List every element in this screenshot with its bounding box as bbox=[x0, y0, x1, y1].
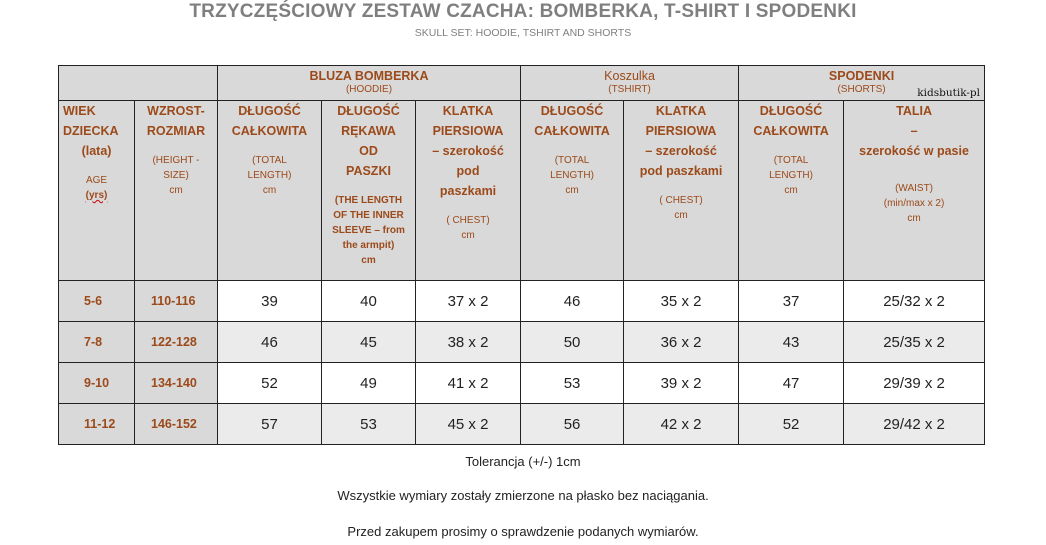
cell-tshirt-length: 50 bbox=[521, 322, 624, 363]
col-hoodie-sleeve-l4: PASZKI bbox=[346, 164, 391, 178]
col-hoodie-length-en2: LENGTH) bbox=[247, 170, 292, 181]
col-hoodie-sleeve-en1: (THE LENGTH bbox=[334, 195, 403, 206]
col-hoodie-chest-l4: pod bbox=[456, 164, 480, 178]
group-header-row bbox=[59, 66, 985, 101]
cell-hoodie-chest: 41 x 2 bbox=[416, 363, 521, 404]
col-hoodie-sleeve-en2: OF THE INNER bbox=[333, 210, 404, 221]
cell-tshirt-length: 53 bbox=[521, 363, 624, 404]
empty-header-cell bbox=[59, 66, 218, 101]
col-tshirt-chest-l4: pod paszkami bbox=[639, 164, 723, 178]
col-shorts-length-en2: LENGTH) bbox=[769, 170, 813, 181]
col-age-header bbox=[59, 101, 135, 281]
col-hoodie-chest-l3: – szerokość bbox=[432, 144, 504, 158]
col-shorts-waist-l2: – bbox=[910, 124, 918, 138]
group-shorts-name: SPODENKI bbox=[828, 69, 895, 83]
cell-height: 110-116 bbox=[135, 281, 218, 322]
cell-shorts-length: 37 bbox=[739, 281, 844, 322]
cell-hoodie-sleeve: 45 bbox=[322, 322, 416, 363]
col-shorts-waist-en1: (WAIST) bbox=[895, 183, 934, 194]
col-hoodie-chest-en1: ( CHEST) bbox=[446, 215, 490, 226]
cell-hoodie-chest: 37 x 2 bbox=[416, 281, 521, 322]
col-hoodie-sleeve-en4: the armpit) bbox=[342, 240, 395, 251]
col-hoodie-chest-header bbox=[416, 101, 521, 281]
col-age-l1: WIEK bbox=[63, 104, 96, 118]
col-tshirt-chest-header bbox=[624, 101, 739, 281]
col-tshirt-length-unit: cm bbox=[565, 185, 579, 196]
cell-hoodie-length: 46 bbox=[218, 322, 322, 363]
cell-shorts-length: 47 bbox=[739, 363, 844, 404]
col-shorts-length-header bbox=[739, 101, 844, 281]
tolerance-note: Tolerancja (+/-) 1cm bbox=[465, 454, 581, 469]
col-height-en2: SIZE) bbox=[163, 170, 189, 181]
cell-height: 146-152 bbox=[135, 404, 218, 445]
cell-height: 122-128 bbox=[135, 322, 218, 363]
cell-height: 134-140 bbox=[135, 363, 218, 404]
col-tshirt-chest-en1: ( CHEST) bbox=[659, 195, 703, 206]
col-hoodie-sleeve-header bbox=[322, 101, 416, 281]
col-height-l1: WZROST- bbox=[147, 104, 205, 118]
col-tshirt-length-header bbox=[521, 101, 624, 281]
col-height-unit: cm bbox=[169, 185, 183, 196]
cell-age: 5-6 bbox=[59, 281, 135, 322]
group-tshirt bbox=[521, 66, 739, 101]
col-hoodie-chest-l2: PIERSIOWA bbox=[432, 124, 504, 138]
cell-tshirt-chest: 35 x 2 bbox=[624, 281, 739, 322]
cell-hoodie-chest: 38 x 2 bbox=[416, 322, 521, 363]
col-tshirt-length-l2: CAŁKOWITA bbox=[534, 124, 610, 138]
cell-shorts-waist: 29/39 x 2 bbox=[844, 363, 985, 404]
cell-hoodie-sleeve: 49 bbox=[322, 363, 416, 404]
col-age-l2: DZIECKA bbox=[63, 124, 119, 138]
cell-tshirt-chest: 39 x 2 bbox=[624, 363, 739, 404]
col-shorts-waist-en2: (min/max x 2) bbox=[883, 198, 945, 209]
col-shorts-waist-l1: TALIA bbox=[896, 104, 932, 118]
measurement-note: Wszystkie wymiary zostały zmierzone na płasko bez naciągania. bbox=[337, 488, 709, 503]
cell-hoodie-length: 39 bbox=[218, 281, 322, 322]
col-tshirt-chest-l2: PIERSIOWA bbox=[645, 124, 717, 138]
col-age-l3: (lata) bbox=[81, 144, 112, 158]
col-hoodie-chest-l5: paszkami bbox=[439, 184, 497, 198]
col-hoodie-chest-l1: KLATKA bbox=[442, 104, 494, 118]
group-tshirt-sub: (TSHIRT) bbox=[608, 84, 651, 95]
cell-hoodie-length: 52 bbox=[218, 363, 322, 404]
col-tshirt-length-en2: LENGTH) bbox=[550, 170, 594, 181]
cell-hoodie-sleeve: 53 bbox=[322, 404, 416, 445]
cell-age: 7-8 bbox=[59, 322, 135, 363]
table-row bbox=[59, 404, 985, 445]
page-title: TRZYCZĘŚCIOWY ZESTAW CZACHA: BOMBERKA, T-SHIRT I SPODENKI bbox=[189, 1, 857, 22]
col-shorts-length-l1: DŁUGOŚĆ bbox=[759, 104, 823, 118]
col-hoodie-sleeve-l2: RĘKAWA bbox=[341, 124, 396, 138]
cell-shorts-waist: 29/42 x 2 bbox=[844, 404, 985, 445]
col-shorts-waist-l3: szerokość w pasie bbox=[859, 144, 969, 158]
col-shorts-length-unit: cm bbox=[784, 185, 798, 196]
cell-shorts-waist: 25/35 x 2 bbox=[844, 322, 985, 363]
column-header-row bbox=[59, 101, 985, 281]
table-row bbox=[59, 363, 985, 404]
group-hoodie-name: BLUZA BOMBERKA bbox=[309, 69, 429, 83]
col-hoodie-length-en1: (TOTAL bbox=[252, 155, 287, 166]
cell-tshirt-length: 46 bbox=[521, 281, 624, 322]
size-table bbox=[58, 65, 985, 445]
col-hoodie-sleeve-l1: DŁUGOŚĆ bbox=[337, 104, 400, 118]
col-shorts-waist-unit: cm bbox=[907, 213, 921, 224]
col-tshirt-length-en1: (TOTAL bbox=[554, 155, 590, 166]
col-hoodie-sleeve-unit: cm bbox=[361, 255, 376, 266]
cell-shorts-waist: 25/32 x 2 bbox=[844, 281, 985, 322]
watermark-text: kidsbutik-pl bbox=[917, 87, 980, 99]
col-height-header bbox=[135, 101, 218, 281]
col-shorts-length-en1: (TOTAL bbox=[773, 155, 809, 166]
col-tshirt-chest-unit: cm bbox=[674, 210, 688, 221]
table-row bbox=[59, 322, 985, 363]
cell-age: 9-10 bbox=[59, 363, 135, 404]
col-tshirt-chest-l3: – szerokość bbox=[645, 144, 717, 158]
cell-shorts-length: 43 bbox=[739, 322, 844, 363]
col-hoodie-length-l2: CAŁKOWITA bbox=[231, 124, 308, 138]
col-hoodie-length-header bbox=[218, 101, 322, 281]
cell-age: 11-12 bbox=[59, 404, 135, 445]
col-age-en2: (yrs) bbox=[85, 190, 108, 201]
table-row bbox=[59, 281, 985, 322]
page-subtitle: SKULL SET: HOODIE, TSHIRT AND SHORTS bbox=[414, 27, 632, 39]
check-note: Przed zakupem prosimy o sprawdzenie podanych wymiarów. bbox=[347, 524, 699, 539]
col-age-en1: AGE bbox=[85, 175, 108, 186]
cell-tshirt-chest: 42 x 2 bbox=[624, 404, 739, 445]
col-hoodie-chest-unit: cm bbox=[461, 230, 475, 241]
group-hoodie bbox=[218, 66, 521, 101]
col-tshirt-length-l1: DŁUGOŚĆ bbox=[540, 104, 604, 118]
col-tshirt-chest-l1: KLATKA bbox=[655, 104, 707, 118]
col-hoodie-sleeve-l3: OD bbox=[359, 144, 378, 158]
group-shorts-sub: (SHORTS) bbox=[837, 84, 886, 95]
cell-hoodie-sleeve: 40 bbox=[322, 281, 416, 322]
group-hoodie-sub: (HOODIE) bbox=[345, 84, 393, 95]
col-hoodie-length-unit: cm bbox=[262, 185, 277, 196]
col-hoodie-sleeve-en3: SLEEVE – from bbox=[332, 225, 405, 236]
group-tshirt-name: Koszulka bbox=[604, 69, 655, 83]
cell-shorts-length: 52 bbox=[739, 404, 844, 445]
col-shorts-length-l2: CAŁKOWITA bbox=[753, 124, 829, 138]
col-height-en1: (HEIGHT - bbox=[152, 155, 200, 166]
cell-hoodie-chest: 45 x 2 bbox=[416, 404, 521, 445]
col-hoodie-length-l1: DŁUGOŚĆ bbox=[238, 104, 301, 118]
cell-tshirt-length: 56 bbox=[521, 404, 624, 445]
col-height-l2: ROZMIAR bbox=[146, 124, 206, 138]
cell-tshirt-chest: 36 x 2 bbox=[624, 322, 739, 363]
col-shorts-waist-header bbox=[844, 101, 985, 281]
cell-hoodie-length: 57 bbox=[218, 404, 322, 445]
